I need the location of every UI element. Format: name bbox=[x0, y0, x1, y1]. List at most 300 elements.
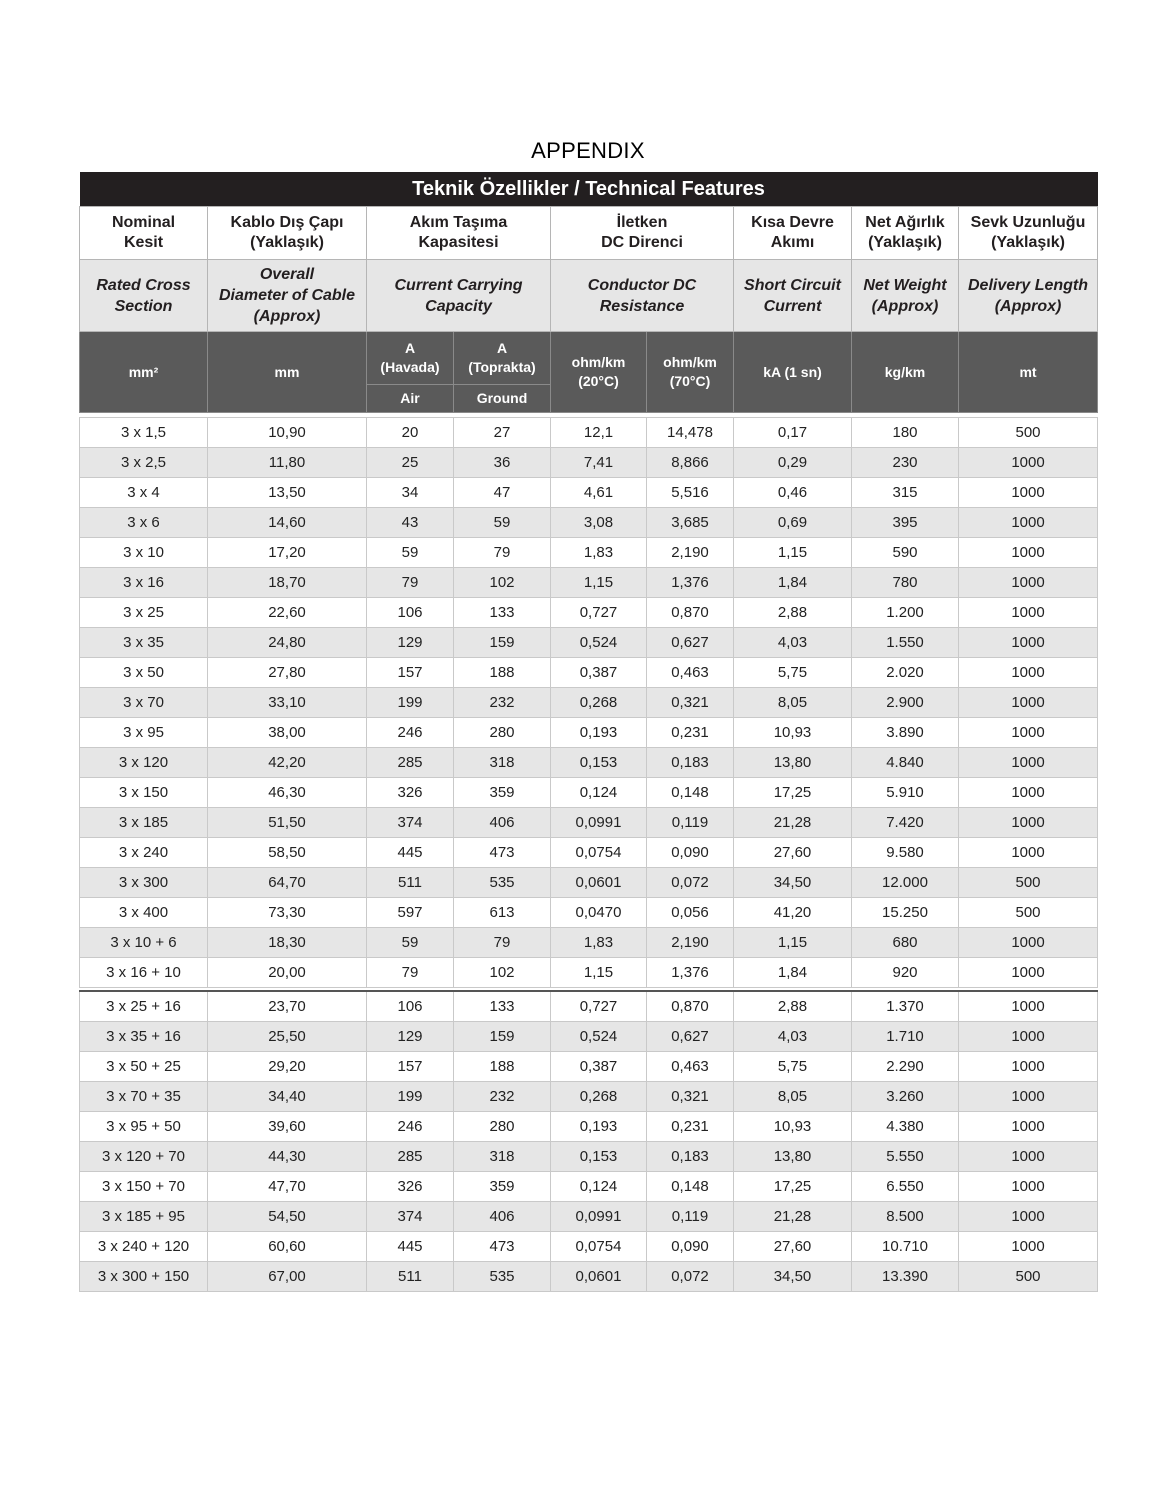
page-title: APPENDIX bbox=[531, 138, 645, 163]
table-cell: 473 bbox=[454, 1232, 551, 1262]
table-cell: 3 x 185 + 95 bbox=[80, 1202, 208, 1232]
table-row bbox=[80, 868, 1098, 898]
table-cell: 359 bbox=[454, 1172, 551, 1202]
table-cell: 7,41 bbox=[551, 448, 647, 478]
table-cell: 34,50 bbox=[734, 1262, 852, 1292]
table-cell: 8,866 bbox=[647, 448, 734, 478]
table-cell: 0,193 bbox=[551, 718, 647, 748]
table-cell: 0,148 bbox=[647, 1172, 734, 1202]
unit-ground-amps: A (Toprakta) bbox=[454, 332, 551, 385]
table-cell: 0,46 bbox=[734, 478, 852, 508]
table-cell: 188 bbox=[454, 1052, 551, 1082]
table-cell: 3 x 10 bbox=[80, 538, 208, 568]
table-cell: 0,321 bbox=[647, 1082, 734, 1112]
table-cell: 3 x 35 + 16 bbox=[80, 1022, 208, 1052]
table-cell: 36 bbox=[454, 448, 551, 478]
table-cell: 0,090 bbox=[647, 1232, 734, 1262]
unit-ground: Ground bbox=[454, 385, 551, 413]
table-cell: 0,870 bbox=[647, 598, 734, 628]
table-cell: 0,0754 bbox=[551, 838, 647, 868]
table-cell: 3 x 300 + 150 bbox=[80, 1262, 208, 1292]
table-cell: 4,03 bbox=[734, 628, 852, 658]
table-cell: 0,0601 bbox=[551, 1262, 647, 1292]
table-row bbox=[80, 1112, 1098, 1142]
table-cell: 1000 bbox=[959, 538, 1098, 568]
table-cell: 14,478 bbox=[647, 418, 734, 448]
table-cell: 34 bbox=[367, 478, 454, 508]
table-cell: 1000 bbox=[959, 991, 1098, 1022]
header-length-tr: Sevk Uzunluğu (Yaklaşık) bbox=[959, 207, 1098, 260]
table-cell: 1,83 bbox=[551, 538, 647, 568]
table-cell: 8.500 bbox=[852, 1202, 959, 1232]
table-cell: 21,28 bbox=[734, 808, 852, 838]
table-cell: 597 bbox=[367, 898, 454, 928]
table-body-group-1 bbox=[80, 418, 1098, 988]
header-resistance-tr: İletken DC Direnci bbox=[551, 207, 734, 260]
table-cell: 17,25 bbox=[734, 778, 852, 808]
table-cell: 41,20 bbox=[734, 898, 852, 928]
table-cell: 3 x 16 bbox=[80, 568, 208, 598]
table-cell: 3 x 1,5 bbox=[80, 418, 208, 448]
table-cell: 180 bbox=[852, 418, 959, 448]
table-row bbox=[80, 538, 1098, 568]
table-cell: 14,60 bbox=[208, 508, 367, 538]
table-cell: 511 bbox=[367, 1262, 454, 1292]
table-cell: 7.420 bbox=[852, 808, 959, 838]
table-cell: 1000 bbox=[959, 658, 1098, 688]
table-cell: 188 bbox=[454, 658, 551, 688]
table-cell: 0,268 bbox=[551, 1082, 647, 1112]
table-cell: 285 bbox=[367, 1142, 454, 1172]
table-cell: 54,50 bbox=[208, 1202, 367, 1232]
table-cell: 11,80 bbox=[208, 448, 367, 478]
table-cell: 67,00 bbox=[208, 1262, 367, 1292]
unit-ohm-70: ohm/km (70°C) bbox=[647, 332, 734, 413]
table-cell: 0,148 bbox=[647, 778, 734, 808]
table-row bbox=[80, 418, 1098, 448]
header-weight-tr: Net Ağırlık (Yaklaşık) bbox=[852, 207, 959, 260]
header-length-en: Delivery Length (Approx) bbox=[959, 260, 1098, 332]
table-cell: 315 bbox=[852, 478, 959, 508]
table-row bbox=[80, 508, 1098, 538]
table-cell: 0,524 bbox=[551, 1022, 647, 1052]
table-cell: 34,40 bbox=[208, 1082, 367, 1112]
table-row bbox=[80, 1232, 1098, 1262]
table-cell: 1000 bbox=[959, 688, 1098, 718]
table-cell: 1000 bbox=[959, 748, 1098, 778]
table-cell: 20,00 bbox=[208, 958, 367, 988]
unit-nominal: mm² bbox=[80, 332, 208, 413]
table-cell: 159 bbox=[454, 628, 551, 658]
table-cell: 1000 bbox=[959, 718, 1098, 748]
table-cell: 445 bbox=[367, 1232, 454, 1262]
table-cell: 2,88 bbox=[734, 598, 852, 628]
table-cell: 1,376 bbox=[647, 958, 734, 988]
table-cell: 27,60 bbox=[734, 1232, 852, 1262]
table-cell: 246 bbox=[367, 718, 454, 748]
table-cell: 500 bbox=[959, 898, 1098, 928]
table-cell: 1000 bbox=[959, 1022, 1098, 1052]
table-cell: 58,50 bbox=[208, 838, 367, 868]
table-cell: 1000 bbox=[959, 1202, 1098, 1232]
table-row bbox=[80, 478, 1098, 508]
table-cell: 1000 bbox=[959, 778, 1098, 808]
table-cell: 73,30 bbox=[208, 898, 367, 928]
table-cell: 33,10 bbox=[208, 688, 367, 718]
table-cell: 34,50 bbox=[734, 868, 852, 898]
table-cell: 0,0754 bbox=[551, 1232, 647, 1262]
table-cell: 280 bbox=[454, 1112, 551, 1142]
table-cell: 12.000 bbox=[852, 868, 959, 898]
table-cell: 39,60 bbox=[208, 1112, 367, 1142]
header-capacity-en: Current Carrying Capacity bbox=[367, 260, 551, 332]
table-cell: 0,870 bbox=[647, 991, 734, 1022]
table-cell: 133 bbox=[454, 598, 551, 628]
table-cell: 0,183 bbox=[647, 748, 734, 778]
table-cell: 0,090 bbox=[647, 838, 734, 868]
header-nominal-en: Rated Cross Section bbox=[80, 260, 208, 332]
table-cell: 3 x 4 bbox=[80, 478, 208, 508]
table-cell: 27,80 bbox=[208, 658, 367, 688]
table-cell: 318 bbox=[454, 748, 551, 778]
table-cell: 13,80 bbox=[734, 1142, 852, 1172]
table-cell: 4,03 bbox=[734, 1022, 852, 1052]
table-cell: 0,321 bbox=[647, 688, 734, 718]
table-row bbox=[80, 718, 1098, 748]
technical-features-table-container bbox=[79, 172, 1097, 1292]
table-row bbox=[80, 1202, 1098, 1232]
table-cell: 3.890 bbox=[852, 718, 959, 748]
table-cell: 1000 bbox=[959, 448, 1098, 478]
table-cell: 3 x 35 bbox=[80, 628, 208, 658]
table-cell: 406 bbox=[454, 1202, 551, 1232]
table-cell: 3 x 50 + 25 bbox=[80, 1052, 208, 1082]
table-row bbox=[80, 628, 1098, 658]
table-cell: 13.390 bbox=[852, 1262, 959, 1292]
table-cell: 5.550 bbox=[852, 1142, 959, 1172]
table-cell: 374 bbox=[367, 808, 454, 838]
table-cell: 1,84 bbox=[734, 958, 852, 988]
table-row bbox=[80, 958, 1098, 988]
table-row bbox=[80, 1142, 1098, 1172]
table-cell: 3 x 240 + 120 bbox=[80, 1232, 208, 1262]
table-cell: 3 x 120 bbox=[80, 748, 208, 778]
table-body-group-2 bbox=[80, 991, 1098, 1292]
table-cell: 1.370 bbox=[852, 991, 959, 1022]
table-cell: 106 bbox=[367, 991, 454, 1022]
table-row bbox=[80, 688, 1098, 718]
table-cell: 0,727 bbox=[551, 598, 647, 628]
table-cell: 129 bbox=[367, 1022, 454, 1052]
table-cell: 0,463 bbox=[647, 1052, 734, 1082]
table-row bbox=[80, 1082, 1098, 1112]
table-row bbox=[80, 928, 1098, 958]
table-row bbox=[80, 448, 1098, 478]
unit-length: mt bbox=[959, 332, 1098, 413]
table-cell: 1.550 bbox=[852, 628, 959, 658]
table-cell: 3 x 25 + 16 bbox=[80, 991, 208, 1022]
table-cell: 17,25 bbox=[734, 1172, 852, 1202]
table-cell: 47 bbox=[454, 478, 551, 508]
table-cell: 4.380 bbox=[852, 1112, 959, 1142]
table-cell: 374 bbox=[367, 1202, 454, 1232]
table-cell: 406 bbox=[454, 808, 551, 838]
table-cell: 535 bbox=[454, 868, 551, 898]
table-cell: 1.710 bbox=[852, 1022, 959, 1052]
table-cell: 21,28 bbox=[734, 1202, 852, 1232]
table-cell: 1000 bbox=[959, 1232, 1098, 1262]
table-cell: 500 bbox=[959, 418, 1098, 448]
table-cell: 4.840 bbox=[852, 748, 959, 778]
unit-diameter: mm bbox=[208, 332, 367, 413]
table-cell: 0,0601 bbox=[551, 868, 647, 898]
header-weight-en: Net Weight (Approx) bbox=[852, 260, 959, 332]
table-cell: 29,20 bbox=[208, 1052, 367, 1082]
table-cell: 2.900 bbox=[852, 688, 959, 718]
table-cell: 38,00 bbox=[208, 718, 367, 748]
table-cell: 51,50 bbox=[208, 808, 367, 838]
table-row bbox=[80, 898, 1098, 928]
table-cell: 27 bbox=[454, 418, 551, 448]
header-short-circuit-en: Short Circuit Current bbox=[734, 260, 852, 332]
header-diameter-tr: Kablo Dış Çapı (Yaklaşık) bbox=[208, 207, 367, 260]
unit-air: Air bbox=[367, 385, 454, 413]
table-cell: 5,75 bbox=[734, 1052, 852, 1082]
table-cell: 1000 bbox=[959, 1142, 1098, 1172]
table-cell: 2.290 bbox=[852, 1052, 959, 1082]
table-cell: 1000 bbox=[959, 1172, 1098, 1202]
table-cell: 60,60 bbox=[208, 1232, 367, 1262]
table-cell: 3 x 50 bbox=[80, 658, 208, 688]
table-cell: 1000 bbox=[959, 598, 1098, 628]
table-cell: 18,30 bbox=[208, 928, 367, 958]
table-row bbox=[80, 568, 1098, 598]
table-cell: 3 x 25 bbox=[80, 598, 208, 628]
table-cell: 0,119 bbox=[647, 1202, 734, 1232]
table-cell: 500 bbox=[959, 868, 1098, 898]
table-cell: 0,524 bbox=[551, 628, 647, 658]
table-cell: 0,193 bbox=[551, 1112, 647, 1142]
table-cell: 1000 bbox=[959, 958, 1098, 988]
table-cell: 106 bbox=[367, 598, 454, 628]
table-cell: 79 bbox=[454, 928, 551, 958]
table-cell: 1000 bbox=[959, 1082, 1098, 1112]
table-cell: 920 bbox=[852, 958, 959, 988]
table-cell: 318 bbox=[454, 1142, 551, 1172]
table-cell: 3 x 10 + 6 bbox=[80, 928, 208, 958]
table-cell: 1000 bbox=[959, 928, 1098, 958]
table-cell: 20 bbox=[367, 418, 454, 448]
table-cell: 3 x 2,5 bbox=[80, 448, 208, 478]
table-cell: 157 bbox=[367, 658, 454, 688]
table-cell: 0,69 bbox=[734, 508, 852, 538]
table-cell: 1,15 bbox=[734, 928, 852, 958]
table-cell: 0,463 bbox=[647, 658, 734, 688]
table-cell: 232 bbox=[454, 1082, 551, 1112]
table-cell: 2,88 bbox=[734, 991, 852, 1022]
table-cell: 1000 bbox=[959, 508, 1098, 538]
header-row-turkish bbox=[80, 207, 1098, 260]
table-cell: 535 bbox=[454, 1262, 551, 1292]
table-cell: 780 bbox=[852, 568, 959, 598]
table-cell: 2,190 bbox=[647, 928, 734, 958]
table-cell: 43 bbox=[367, 508, 454, 538]
table-row bbox=[80, 748, 1098, 778]
table-cell: 3,685 bbox=[647, 508, 734, 538]
table-cell: 47,70 bbox=[208, 1172, 367, 1202]
table-cell: 1000 bbox=[959, 628, 1098, 658]
table-cell: 3 x 95 bbox=[80, 718, 208, 748]
table-cell: 3 x 150 + 70 bbox=[80, 1172, 208, 1202]
table-cell: 0,231 bbox=[647, 1112, 734, 1142]
table-cell: 1000 bbox=[959, 478, 1098, 508]
table-cell: 395 bbox=[852, 508, 959, 538]
table-row bbox=[80, 1172, 1098, 1202]
table-cell: 3 x 185 bbox=[80, 808, 208, 838]
header-capacity-tr: Akım Taşıma Kapasitesi bbox=[367, 207, 551, 260]
table-cell: 79 bbox=[367, 568, 454, 598]
table-cell: 24,80 bbox=[208, 628, 367, 658]
table-cell: 3.260 bbox=[852, 1082, 959, 1112]
table-row bbox=[80, 808, 1098, 838]
table-cell: 500 bbox=[959, 1262, 1098, 1292]
table-cell: 64,70 bbox=[208, 868, 367, 898]
table-cell: 2.020 bbox=[852, 658, 959, 688]
table-cell: 8,05 bbox=[734, 688, 852, 718]
table-cell: 1,376 bbox=[647, 568, 734, 598]
table-cell: 3 x 400 bbox=[80, 898, 208, 928]
table-cell: 2,190 bbox=[647, 538, 734, 568]
table-cell: 3 x 150 bbox=[80, 778, 208, 808]
table-row bbox=[80, 1022, 1098, 1052]
header-row-units bbox=[80, 332, 1098, 385]
table-cell: 157 bbox=[367, 1052, 454, 1082]
table-cell: 199 bbox=[367, 1082, 454, 1112]
table-cell: 0,124 bbox=[551, 1172, 647, 1202]
table-cell: 3 x 70 bbox=[80, 688, 208, 718]
table-row bbox=[80, 658, 1098, 688]
table-cell: 0,0991 bbox=[551, 1202, 647, 1232]
table-cell: 1,15 bbox=[551, 568, 647, 598]
table-cell: 10,90 bbox=[208, 418, 367, 448]
table-cell: 59 bbox=[454, 508, 551, 538]
table-cell: 0,072 bbox=[647, 868, 734, 898]
table-cell: 8,05 bbox=[734, 1082, 852, 1112]
header-resistance-en: Conductor DC Resistance bbox=[551, 260, 734, 332]
table-banner: Teknik Özellikler / Technical Features bbox=[80, 172, 1098, 207]
table-cell: 1000 bbox=[959, 1112, 1098, 1142]
header-nominal-tr: Nominal Kesit bbox=[80, 207, 208, 260]
table-cell: 445 bbox=[367, 838, 454, 868]
table-cell: 1000 bbox=[959, 808, 1098, 838]
unit-weight: kg/km bbox=[852, 332, 959, 413]
table-cell: 42,20 bbox=[208, 748, 367, 778]
unit-short-circuit: kA (1 sn) bbox=[734, 332, 852, 413]
table-cell: 1000 bbox=[959, 838, 1098, 868]
table-cell: 13,50 bbox=[208, 478, 367, 508]
table-row bbox=[80, 991, 1098, 1022]
table-cell: 1,15 bbox=[551, 958, 647, 988]
table-cell: 25 bbox=[367, 448, 454, 478]
table-row bbox=[80, 838, 1098, 868]
table-cell: 590 bbox=[852, 538, 959, 568]
table-cell: 12,1 bbox=[551, 418, 647, 448]
table-row bbox=[80, 598, 1098, 628]
table-cell: 0,0991 bbox=[551, 808, 647, 838]
table-cell: 3 x 240 bbox=[80, 838, 208, 868]
table-cell: 0,0470 bbox=[551, 898, 647, 928]
table-cell: 0,183 bbox=[647, 1142, 734, 1172]
table-cell: 59 bbox=[367, 538, 454, 568]
table-cell: 0,387 bbox=[551, 658, 647, 688]
table-cell: 13,80 bbox=[734, 748, 852, 778]
table-cell: 10.710 bbox=[852, 1232, 959, 1262]
table-cell: 0,17 bbox=[734, 418, 852, 448]
table-cell: 9.580 bbox=[852, 838, 959, 868]
table-cell: 15.250 bbox=[852, 898, 959, 928]
table-cell: 0,153 bbox=[551, 748, 647, 778]
table-cell: 0,124 bbox=[551, 778, 647, 808]
table-cell: 0,29 bbox=[734, 448, 852, 478]
table-cell: 0,231 bbox=[647, 718, 734, 748]
table-cell: 6.550 bbox=[852, 1172, 959, 1202]
table-cell: 79 bbox=[454, 538, 551, 568]
table-cell: 17,20 bbox=[208, 538, 367, 568]
table-cell: 680 bbox=[852, 928, 959, 958]
table-cell: 0,268 bbox=[551, 688, 647, 718]
unit-air-amps: A (Havada) bbox=[367, 332, 454, 385]
table-cell: 79 bbox=[367, 958, 454, 988]
table-cell: 1,84 bbox=[734, 568, 852, 598]
table-cell: 133 bbox=[454, 991, 551, 1022]
unit-ohm-20: ohm/km (20°C) bbox=[551, 332, 647, 413]
table-cell: 1000 bbox=[959, 568, 1098, 598]
table-cell: 285 bbox=[367, 748, 454, 778]
table-row bbox=[80, 778, 1098, 808]
table-cell: 0,119 bbox=[647, 808, 734, 838]
table-cell: 326 bbox=[367, 778, 454, 808]
table-cell: 129 bbox=[367, 628, 454, 658]
table-cell: 0,727 bbox=[551, 991, 647, 1022]
table-cell: 18,70 bbox=[208, 568, 367, 598]
table-cell: 0,056 bbox=[647, 898, 734, 928]
table-cell: 1000 bbox=[959, 1052, 1098, 1082]
table-cell: 5,516 bbox=[647, 478, 734, 508]
table-cell: 10,93 bbox=[734, 718, 852, 748]
table-cell: 3,08 bbox=[551, 508, 647, 538]
table-cell: 246 bbox=[367, 1112, 454, 1142]
technical-features-table bbox=[79, 172, 1098, 1292]
table-cell: 3 x 6 bbox=[80, 508, 208, 538]
table-cell: 3 x 300 bbox=[80, 868, 208, 898]
table-cell: 22,60 bbox=[208, 598, 367, 628]
table-cell: 199 bbox=[367, 688, 454, 718]
table-cell: 0,627 bbox=[647, 628, 734, 658]
table-cell: 102 bbox=[454, 958, 551, 988]
table-cell: 230 bbox=[852, 448, 959, 478]
table-cell: 59 bbox=[367, 928, 454, 958]
table-cell: 232 bbox=[454, 688, 551, 718]
table-cell: 23,70 bbox=[208, 991, 367, 1022]
header-diameter-en: Overall Diameter of Cable (Approx) bbox=[208, 260, 367, 332]
table-cell: 0,153 bbox=[551, 1142, 647, 1172]
table-cell: 280 bbox=[454, 718, 551, 748]
table-cell: 1.200 bbox=[852, 598, 959, 628]
header-row-english bbox=[80, 260, 1098, 332]
table-cell: 0,072 bbox=[647, 1262, 734, 1292]
table-cell: 44,30 bbox=[208, 1142, 367, 1172]
table-cell: 159 bbox=[454, 1022, 551, 1052]
